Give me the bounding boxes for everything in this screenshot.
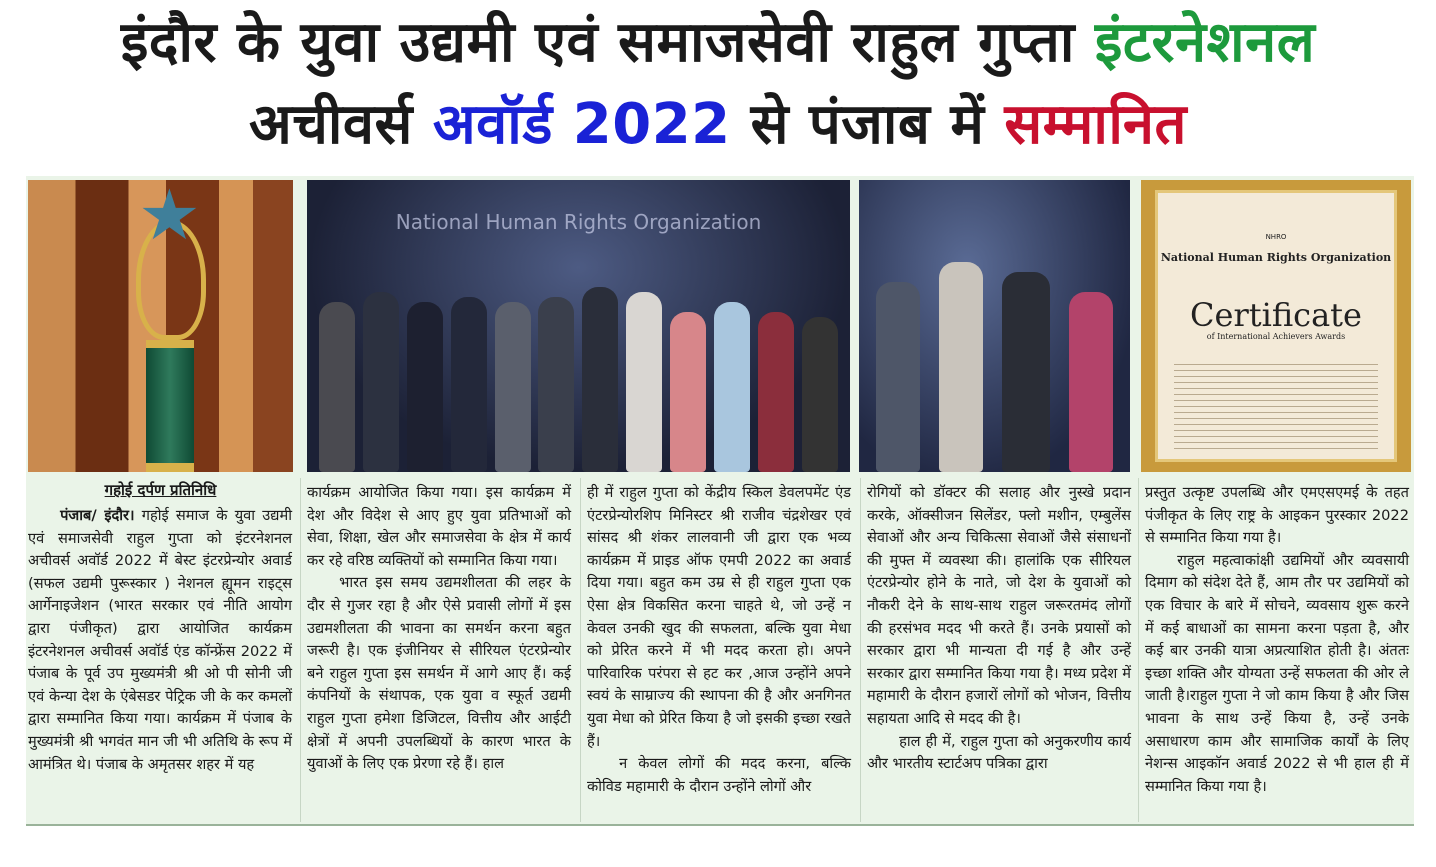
column-divider <box>1138 478 1139 822</box>
person <box>451 297 487 472</box>
dateline: पंजाब/ इंदौर। <box>60 507 135 524</box>
person <box>758 312 794 472</box>
article-column-1 <box>28 505 292 776</box>
certificate-org: National Human Rights Organization <box>1160 251 1392 264</box>
paragraph: न केवल लोगों की मदद करना, बल्कि कोविड महामारी के दौरान उन्होंने लोगों और <box>587 755 851 795</box>
trophy-column <box>146 340 194 472</box>
person <box>363 292 399 472</box>
group-of-people <box>859 272 1130 472</box>
star-icon: ★ <box>138 180 201 256</box>
person <box>714 302 750 472</box>
paragraph: राहुल महत्वाकांक्षी उद्यमियों और व्यवसायी दिमाग को संदेश देते हैं, आम तौर पर उद्यमियों को एक विचार के बारे में सोचने, व्यवसाय शुरू करने में कई बाधाओं का सामना करना पड़ता है, और कई बार उनकी यात्रा अप्रत्याशित होती है। अंततः इच्छा शक्ति और योग्यता उन्हें सफलता की ओर ले जाती है।राहुल गुप्ता ने जो काम किया है और जिस भावना के साथ उन्हें किया है, उन्हें उनके असाधारण काम और सामाजिक कार्यों के लिए नेशन्स आइकॉन अवार्ड 2022 से भी हाल ही में सम्मानित किया गया है। <box>1145 551 1409 795</box>
person <box>802 317 838 472</box>
certificate-title: Certificate <box>1190 296 1362 334</box>
headline-text: से पंजाब में <box>750 92 985 157</box>
certificate <box>1155 190 1397 462</box>
paragraph: ही में राहुल गुप्ता को केंद्रीय स्किल डेवलपमेंट एंड एंटरप्रेन्योरशिप मिनिस्टर श्री राजीव चंद्रशेखर एवं सांसद श्री शंकर लालवानी जी द्वारा एक भव्य कार्यक्रम में प्राइड ऑफ एमपी 2022 का अवार्ड दिया गया। बहुत कम उम्र से ही राहुल गुप्ता एक ऐसा क्षेत्र विकसित करना चाहते थे, जो उन्हें न केवल उनकी खुद की सफलता, बल्कि युवा मेधा को प्रेरित करने में भी मदद करता हो। अपने पारिवारिक परंपरा से हट कर ,आज उन्होंने अपने स्वयं के साम्राज्य की स्थापना की है और अनगिनत युवा मेधा को प्रेरित किया है जो इसकी इच्छा रखते हैं। <box>587 484 851 750</box>
headline-highlight-red: सम्मानित <box>1004 92 1187 157</box>
headline-line-2 <box>0 92 1436 158</box>
certificate-photo <box>1141 180 1411 472</box>
person <box>876 282 920 472</box>
article-column-2 <box>307 482 571 776</box>
person <box>626 292 662 472</box>
paragraph: कार्यक्रम आयोजित किया गया। इस कार्यक्रम में देश और विदेश से आए हुए युवा प्रतिभाओं को सेवा, शिक्षा, खेल और समाजसेवा के क्षेत्र में कार्य कर रहे वरिष्ठ व्यक्तियों को सम्मानित किया गया। <box>307 484 571 569</box>
person <box>407 302 443 472</box>
article-column-5 <box>1145 482 1409 798</box>
person <box>939 262 983 472</box>
person <box>495 302 531 472</box>
headline-highlight-blue: अवॉर्ड 2022 <box>432 92 731 157</box>
headline-text: अचीवर्स <box>249 92 413 157</box>
person <box>582 287 618 472</box>
headline-line-1 <box>0 10 1436 76</box>
paragraph: हाल ही में, राहुल गुप्ता को अनुकरणीय कार्य और भारतीय स्टार्टअप पत्रिका द्वारा <box>867 732 1131 773</box>
certificate-presentation-photo <box>859 180 1130 472</box>
paragraph: गहोई समाज के युवा उद्यमी एवं समाजसेवी राहुल गुप्ता को इंटरनेशनल अचीवर्स अवॉर्ड 2022 में बेस्ट इंटरप्रेन्योर अवार्ड (सफल उद्यमी पुरूस्कार ) नेशनल ह्यूमन राइट्स आर्गेनाइजेशन (भारत सरकार एवं नीति आयोग द्वारा पंजीकृत) द्वारा आयोजित कार्यक्रम इंटरनेशनल अचीवर्स अवॉर्ड एंड कॉन्फ्रेंस 2022 में पंजाब के पूर्व उप मुख्यमंत्री श्री ओ पी सोनी जी एवं केन्या देश के एंबेसडर पेट्रिक जी के कर कमलों द्वारा सम्मानित किया गया। कार्यक्रम में पंजाब के मुख्यमंत्री श्री भगवंत मान जी भी अतिथि के रूप में आमंत्रित थे। पंजाब के अमृतसर शहर में यह <box>28 507 292 773</box>
trophy-photo <box>28 180 293 472</box>
person <box>319 302 355 472</box>
person <box>538 297 574 472</box>
article-column-4 <box>867 482 1131 776</box>
group-award-photo <box>307 180 850 472</box>
article-column-3 <box>587 482 851 798</box>
person <box>670 312 706 472</box>
byline: गहोई दर्पण प्रतिनिधि <box>104 481 217 499</box>
paragraph: प्रस्तुत उत्कृष्ट उपलब्धि और एमएसएमई के तहत पंजीकृत के लिए राष्ट्र के आइकन पुरस्कार 2022 से सम्मानित किया गया है। <box>1145 484 1409 547</box>
column-divider <box>300 478 301 822</box>
person <box>1002 272 1050 472</box>
paragraph: रोगियों को डॉक्टर की सलाह और नुस्खे प्रदान करके, ऑक्सीजन सिलेंडर, फ्लो मशीन, एम्बुलेंस सेवाओं और अन्य चिकित्सा सेवाओं जैसे संसाधनों की मुफ्त में व्यवस्था की। हालांकि एक सीरियल एंटरप्रेन्योर होने के नाते, जो देश के युवाओं को नौकरी देने के साथ-साथ राहुल जरूरतमंद लोगों की हरसंभव मदद भी करते हैं। उनके प्रयासों को सरकार द्वारा भी मान्यता दी गई है और उन्हें सरकार द्वारा सम्मानित किया गया है। मध्य प्रदेश में महामारी के दौरान हजारों लोगों को भोजन, वित्तीय सहायता आदि से मदद की है। <box>867 484 1131 727</box>
headline-text: इंदौर के युवा उद्यमी एवं समाजसेवी राहुल गुप्ता <box>120 10 1075 75</box>
certificate-body <box>1174 359 1378 449</box>
certificate-subtitle: of International Achievers Awards <box>1206 332 1346 341</box>
column-divider <box>580 478 581 822</box>
stage-backdrop-text: National Human Rights Organization <box>395 210 762 234</box>
column-divider <box>860 478 861 822</box>
group-of-people <box>307 272 850 472</box>
article <box>26 176 1414 826</box>
headline-highlight-green: इंटरनेशनल <box>1094 10 1316 75</box>
person <box>1069 292 1113 472</box>
paragraph: भारत इस समय उद्यमशीलता की लहर के दौर से गुजर रहा है और ऐसे प्रवासी लोगों में इस उद्यमशीलता की भावना का समर्थन करना बहुत जरूरी है। एक इंजीनियर से सीरियल एंटरप्रेन्योर बने राहुल गुप्ता इस समर्थन में आगे आए हैं। कई कंपनियों के संथापक, एक युवा व स्फूर्त उद्यमी राहुल गुप्ता हमेशा डिजिटल, वित्तीय और आईटी क्षेत्रों में अपनी उपलब्धियों के कारण भारत के युवाओं के लिए एक प्रेरणा रहे हैं। हाल <box>307 574 571 773</box>
certificate-abbr: NHRO <box>1265 233 1287 241</box>
